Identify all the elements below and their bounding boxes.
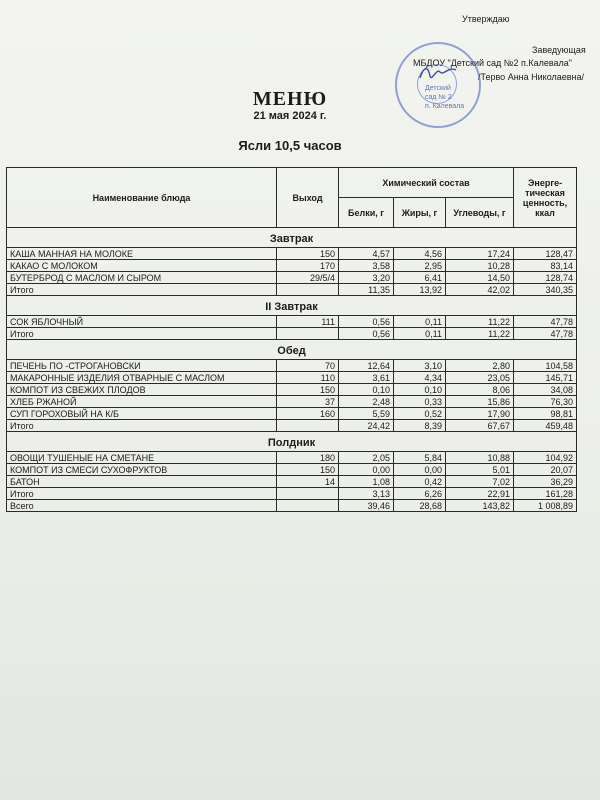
value-cell: 39,46 xyxy=(339,500,394,512)
value-cell: 10,88 xyxy=(446,452,514,464)
col-protein: Белки, г xyxy=(339,198,394,228)
section-header xyxy=(7,228,577,248)
value-cell: 24,42 xyxy=(339,420,394,432)
value-cell: 0,11 xyxy=(394,328,446,340)
value-cell: 15,86 xyxy=(446,396,514,408)
value-cell: 28,68 xyxy=(394,500,446,512)
menu-table-body xyxy=(7,228,577,512)
value-cell: 0,00 xyxy=(394,464,446,476)
value-cell: 83,14 xyxy=(514,260,577,272)
value-cell: 12,64 xyxy=(339,360,394,372)
value-cell: 459,48 xyxy=(514,420,577,432)
value-cell: 1,08 xyxy=(339,476,394,488)
dish-name-cell: Итого xyxy=(7,420,277,432)
value-cell: 5,84 xyxy=(394,452,446,464)
value-cell: 170 xyxy=(277,260,339,272)
dish-name-cell: КАША МАННАЯ НА МОЛОКЕ xyxy=(7,248,277,260)
head-name: /Терво Анна Николаевна/ xyxy=(478,72,585,82)
col-fat: Жиры, г xyxy=(394,198,446,228)
value-cell: 3,58 xyxy=(339,260,394,272)
value-cell: 47,78 xyxy=(514,316,577,328)
section-title: II Завтрак xyxy=(7,296,577,316)
table-row xyxy=(7,396,577,408)
table-row xyxy=(7,476,577,488)
value-cell: 7,02 xyxy=(446,476,514,488)
value-cell: 47,78 xyxy=(514,328,577,340)
value-cell: 3,61 xyxy=(339,372,394,384)
dish-name-cell: Всего xyxy=(7,500,277,512)
table-row xyxy=(7,452,577,464)
value-cell xyxy=(277,420,339,432)
value-cell: 3,10 xyxy=(394,360,446,372)
value-cell: 180 xyxy=(277,452,339,464)
section-header xyxy=(7,296,577,316)
value-cell: 104,58 xyxy=(514,360,577,372)
value-cell: 0,00 xyxy=(339,464,394,476)
value-cell: 2,80 xyxy=(446,360,514,372)
value-cell: 110 xyxy=(277,372,339,384)
table-row xyxy=(7,408,577,420)
value-cell xyxy=(277,500,339,512)
value-cell: 17,90 xyxy=(446,408,514,420)
table-row xyxy=(7,316,577,328)
value-cell: 4,34 xyxy=(394,372,446,384)
dish-name-cell: МАКАРОННЫЕ ИЗДЕЛИЯ ОТВАРНЫЕ С МАСЛОМ xyxy=(7,372,277,384)
value-cell: 3,20 xyxy=(339,272,394,284)
value-cell: 29/5/4 xyxy=(277,272,339,284)
value-cell xyxy=(277,284,339,296)
value-cell xyxy=(277,488,339,500)
seal-text: Детский сад № 2 п. Калевала xyxy=(425,85,465,110)
col-carbs: Углеводы, г xyxy=(446,198,514,228)
value-cell: 98,81 xyxy=(514,408,577,420)
value-cell: 10,28 xyxy=(446,260,514,272)
value-cell: 67,67 xyxy=(446,420,514,432)
value-cell: 42,02 xyxy=(446,284,514,296)
value-cell: 8,39 xyxy=(394,420,446,432)
dish-name-cell: СУП ГОРОХОВЫЙ НА К/Б xyxy=(7,408,277,420)
section-title: Обед xyxy=(7,340,577,360)
value-cell: 23,05 xyxy=(446,372,514,384)
section-title: Завтрак xyxy=(7,228,577,248)
value-cell: 0,33 xyxy=(394,396,446,408)
menu-date: 21 мая 2024 г. xyxy=(253,110,327,122)
value-cell: 128,74 xyxy=(514,272,577,284)
value-cell: 0,11 xyxy=(394,316,446,328)
value-cell: 150 xyxy=(277,464,339,476)
menu-title: МЕНЮ xyxy=(252,88,328,110)
value-cell: 36,29 xyxy=(514,476,577,488)
value-cell: 145,71 xyxy=(514,372,577,384)
value-cell: 0,10 xyxy=(394,384,446,396)
approved-label: Утверждаю xyxy=(462,14,510,24)
value-cell: 76,30 xyxy=(514,396,577,408)
total-row xyxy=(7,488,577,500)
value-cell: 104,92 xyxy=(514,452,577,464)
table-row xyxy=(7,360,577,372)
signature xyxy=(418,62,458,84)
value-cell: 340,35 xyxy=(514,284,577,296)
table-row xyxy=(7,272,577,284)
value-cell: 0,52 xyxy=(394,408,446,420)
value-cell xyxy=(277,328,339,340)
value-cell: 2,05 xyxy=(339,452,394,464)
value-cell: 1 008,89 xyxy=(514,500,577,512)
total-row xyxy=(7,420,577,432)
dish-name-cell: КОМПОТ ИЗ СВЕЖИХ ПЛОДОВ xyxy=(7,384,277,396)
total-row xyxy=(7,284,577,296)
value-cell: 128,47 xyxy=(514,248,577,260)
value-cell: 13,92 xyxy=(394,284,446,296)
value-cell: 5,01 xyxy=(446,464,514,476)
section-header xyxy=(7,340,577,360)
dish-name-cell: ПЕЧЕНЬ ПО -СТРОГАНОВСКИ xyxy=(7,360,277,372)
value-cell: 150 xyxy=(277,384,339,396)
value-cell: 161,28 xyxy=(514,488,577,500)
dish-name-cell: СОК ЯБЛОЧНЫЙ xyxy=(7,316,277,328)
value-cell: 20,07 xyxy=(514,464,577,476)
dish-name-cell: ХЛЕБ РЖАНОЙ xyxy=(7,396,277,408)
value-cell: 160 xyxy=(277,408,339,420)
col-output: Выход xyxy=(277,168,339,228)
dish-name-cell: Итого xyxy=(7,328,277,340)
value-cell: 4,56 xyxy=(394,248,446,260)
dish-name-cell: Итого xyxy=(7,284,277,296)
table-row xyxy=(7,260,577,272)
value-cell: 14 xyxy=(277,476,339,488)
dish-name-cell: КАКАО С МОЛОКОМ xyxy=(7,260,277,272)
value-cell: 150 xyxy=(277,248,339,260)
table-row xyxy=(7,464,577,476)
value-cell: 0,56 xyxy=(339,328,394,340)
value-cell: 3,13 xyxy=(339,488,394,500)
head-title: Заведующая xyxy=(532,45,586,55)
value-cell: 8,06 xyxy=(446,384,514,396)
value-cell: 0,42 xyxy=(394,476,446,488)
value-cell: 14,50 xyxy=(446,272,514,284)
dish-name-cell: ОВОЩИ ТУШЕНЫЕ НА СМЕТАНЕ xyxy=(7,452,277,464)
value-cell: 22,91 xyxy=(446,488,514,500)
table-row xyxy=(7,248,577,260)
value-cell: 17,24 xyxy=(446,248,514,260)
total-row xyxy=(7,328,577,340)
dish-name-cell: БУТЕРБРОД С МАСЛОМ И СЫРОМ xyxy=(7,272,277,284)
value-cell: 11,22 xyxy=(446,328,514,340)
col-energy: Энерге-тическая ценность, ккал xyxy=(514,168,577,228)
value-cell: 5,59 xyxy=(339,408,394,420)
value-cell: 37 xyxy=(277,396,339,408)
value-cell: 11,22 xyxy=(446,316,514,328)
value-cell: 0,56 xyxy=(339,316,394,328)
table-row xyxy=(7,372,577,384)
value-cell: 6,41 xyxy=(394,272,446,284)
value-cell: 70 xyxy=(277,360,339,372)
value-cell: 6,26 xyxy=(394,488,446,500)
value-cell: 0,10 xyxy=(339,384,394,396)
value-cell: 11,35 xyxy=(339,284,394,296)
grand-total-row xyxy=(7,500,577,512)
table-row xyxy=(7,384,577,396)
group-name: Ясли 10,5 часов xyxy=(238,138,342,153)
col-chem: Химический состав xyxy=(339,168,514,198)
value-cell: 34,08 xyxy=(514,384,577,396)
value-cell: 2,95 xyxy=(394,260,446,272)
dish-name-cell: БАТОН xyxy=(7,476,277,488)
menu-table xyxy=(6,167,577,512)
dish-name-cell: КОМПОТ ИЗ СМЕСИ СУХОФРУКТОВ xyxy=(7,464,277,476)
organization-name: МБДОУ "Детский сад №2 п.Калевала" xyxy=(413,58,572,68)
col-dish: Наименование блюда xyxy=(7,168,277,228)
value-cell: 4,57 xyxy=(339,248,394,260)
section-title: Полдник xyxy=(7,432,577,452)
dish-name-cell: Итого xyxy=(7,488,277,500)
value-cell: 111 xyxy=(277,316,339,328)
value-cell: 2,48 xyxy=(339,396,394,408)
section-header xyxy=(7,432,577,452)
value-cell: 143,82 xyxy=(446,500,514,512)
